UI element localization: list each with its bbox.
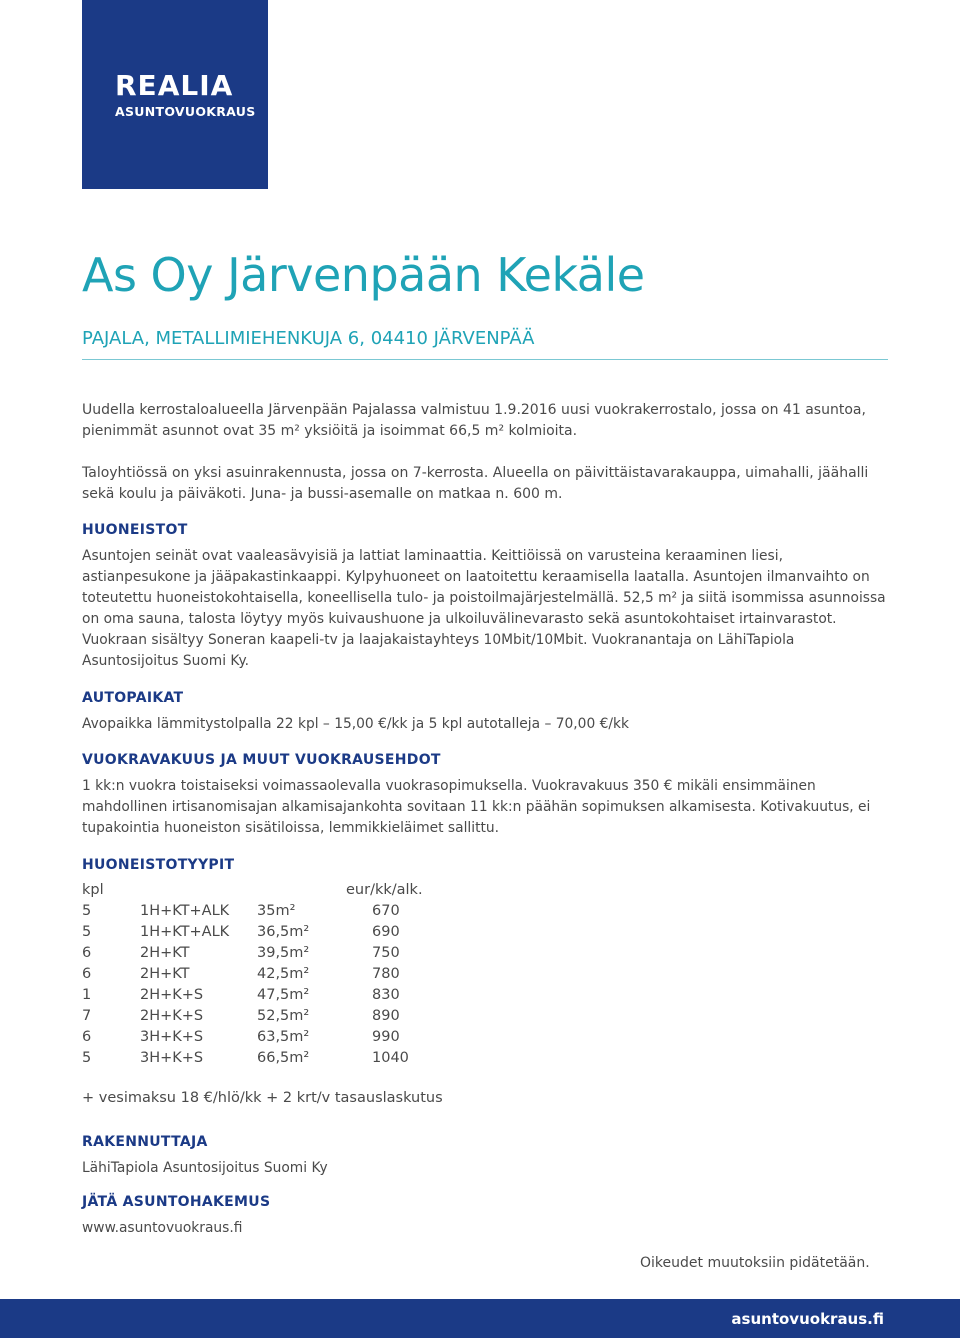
cell-kpl: 7 [82,1008,92,1024]
page-title: As Oy Järvenpään Kekäle [82,248,645,302]
cell-kpl: 5 [82,1050,92,1066]
section-rakennuttaja [82,1132,888,1179]
section-heading: AUTOPAIKAT [82,690,184,706]
section-vuokravakuus [82,750,888,839]
cell-type: 3H+K+S [140,1050,204,1066]
section-heading: RAKENNUTTAJA [82,1134,208,1150]
cell-type: 1H+KT+ALK [140,903,230,919]
cell-type: 2H+K+S [140,987,204,1003]
cell-area: 63,5m² [257,1029,310,1045]
cell-kpl: 6 [82,966,92,982]
apartment-type-table [82,901,582,1069]
section-huoneistot [82,520,888,672]
section-heading: HUONEISTOT [82,522,188,538]
footer-bar [0,1299,960,1338]
cell-area: 35m² [257,903,296,919]
section-heading: JÄTÄ ASUNTOHAKEMUS [82,1194,271,1210]
title-divider [82,359,888,360]
table-row [82,1006,582,1027]
cell-price: 1040 [372,1050,409,1066]
cell-type: 2H+K+S [140,1008,204,1024]
cell-price: 750 [372,945,400,961]
cell-kpl: 5 [82,924,92,940]
table-row [82,943,582,964]
table-row [82,964,582,985]
cell-area: 42,5m² [257,966,310,982]
section-text: LähiTapiola Asuntosijoitus Suomi Ky [82,1160,328,1176]
table-row [82,901,582,922]
cell-price: 990 [372,1029,400,1045]
table-row [82,1027,582,1048]
cell-area: 66,5m² [257,1050,310,1066]
intro-paragraph-2: Taloyhtiössä on yksi asuinrakennusta, jossa on 7-kerrosta. Alueella on päivittäistavarakauppa, uimahalli, jäähalli sekä koulu ja päiväkoti. Juna- ja bussi-asemalle on matkaa n. 600 m. [82,465,869,502]
table-row [82,922,582,943]
column-header-price: eur/kk/alk. [346,882,423,898]
address-subtitle: PAJALA, METALLIMIEHENKUJA 6, 04410 JÄRVENPÄÄ [82,328,535,349]
application-link[interactable]: www.asuntovuokraus.fi [82,1220,243,1236]
section-heading: HUONEISTOTYYPIT [82,857,235,873]
cell-price: 690 [372,924,400,940]
section-huoneistotyypit [82,857,582,1069]
cell-price: 780 [372,966,400,982]
cell-kpl: 6 [82,1029,92,1045]
cell-price: 830 [372,987,400,1003]
cell-area: 39,5m² [257,945,310,961]
logo-brand: REALIA [115,69,234,102]
section-autopaikat [82,688,888,735]
cell-area: 36,5m² [257,924,310,940]
table-row [82,1048,582,1069]
section-heading: VUOKRAVAKUUS JA MUUT VUOKRAUSEHDOT [82,752,441,768]
table-row [82,985,582,1006]
cell-type: 2H+KT [140,945,190,961]
cell-kpl: 5 [82,903,92,919]
section-text: 1 kk:n vuokra toistaiseksi voimassaolevalla vuokrasopimuksella. Vuokravakuus 350 € mikäli ensimmäinen mahdollinen irtisanomisajan alkamisajankohta sovitaan 11 kk:n päähän sopimuksen alkamisesta. Kotivakuutus, ei tupakointia huoneiston sisätiloissa, lemmikkieläimet sallittu. [82,778,871,836]
logo-subtitle: ASUNTOVUOKRAUS [115,104,256,119]
intro-paragraph-1: Uudella kerrostaloalueella Järvenpään Pajalassa valmistuu 1.9.2016 uusi vuokrakerrostalo, jossa on 41 asuntoa, pienimmät asunnot ovat 35 m² yksiöitä ja isoimmat 66,5 m² kolmioita. [82,402,866,439]
section-text: Avopaikka lämmitystolpalla 22 kpl – 15,00 €/kk ja 5 kpl autotalleja – 70,00 €/kk [82,716,630,732]
table-header-row [82,880,582,901]
realia-logo [82,0,268,189]
cell-type: 2H+KT [140,966,190,982]
footer-link[interactable]: asuntovuokraus.fi [731,1310,884,1328]
cell-kpl: 1 [82,987,92,1003]
cell-area: 47,5m² [257,987,310,1003]
section-text: Asuntojen seinät ovat vaaleasävyisiä ja lattiat laminaattia. Keittiöissä on varusteina keraaminen liesi, astianpesukone ja jääpakastinkaappi. Kylpyhuoneet on laatoitettu keraamisella laatalla. Asuntojen ilmanvaihto on toteutettu huoneistokohtaisella, koneellisella tulo- ja poistoilmajärjestelmällä. 52,5 m² ja siitä isommissa asunnoissa on oma sauna, talosta löytyy myös kuivaushuone ja ulkoiluvälinevarasto sekä asuntokohtaiset irtainvarastot. Vuokraan sisältyy Soneran kaapeli-tv ja laajakaistayhteys 10Mbit/10Mbit. Vuokranantaja on LähiTapiola Asuntosijoitus Suomi Ky. [82,548,886,669]
cell-type: 1H+KT+ALK [140,924,230,940]
rights-notice: Oikeudet muutoksiin pidätetään. [640,1255,870,1271]
water-fee-note: + vesimaksu 18 €/hlö/kk + 2 krt/v tasauslaskutus [82,1090,443,1106]
cell-type: 3H+K+S [140,1029,204,1045]
cell-price: 890 [372,1008,400,1024]
cell-price: 670 [372,903,400,919]
column-header-kpl: kpl [82,882,104,898]
cell-area: 52,5m² [257,1008,310,1024]
section-hakemus [82,1192,888,1239]
cell-kpl: 6 [82,945,92,961]
